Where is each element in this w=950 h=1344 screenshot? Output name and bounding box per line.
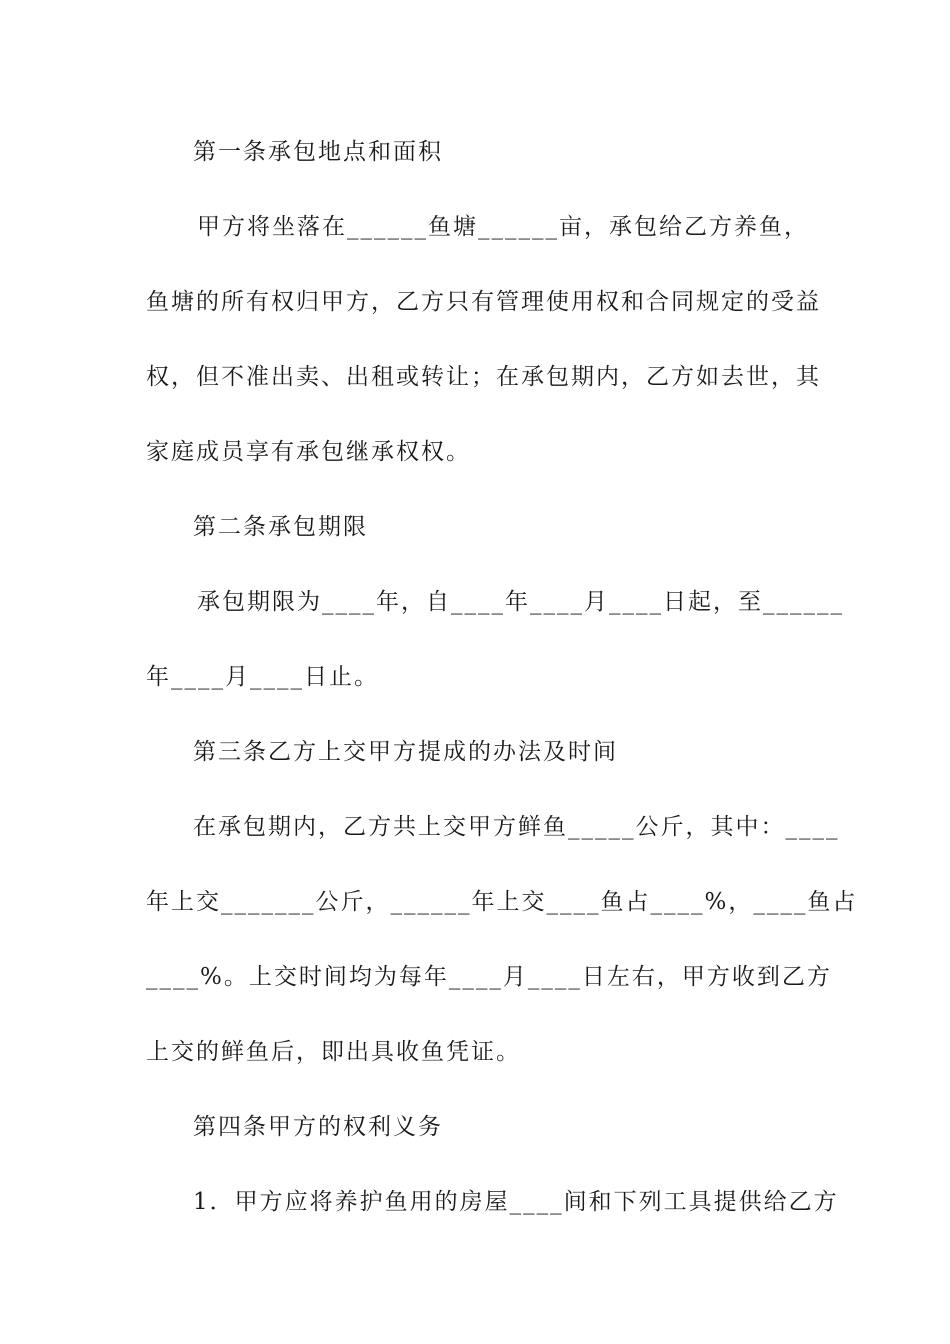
article-2-paragraph-line-2: 年____月____日止。	[146, 664, 379, 690]
article-2-heading: 第二条承包期限	[193, 514, 368, 540]
article-3-paragraph-line-2: 年上交_______公斤，______年上交____鱼占____%，____鱼占	[146, 889, 858, 915]
article-3-paragraph-line-3: ____%。上交时间均为每年____月____日左右，甲方收到乙方	[146, 964, 832, 990]
article-1-paragraph-line-2: 鱼塘的所有权归甲方，乙方只有管理使用权和合同规定的受益	[146, 289, 821, 315]
article-1-paragraph-line-4: 家庭成员享有承包继承权权。	[146, 439, 471, 465]
article-4-heading: 第四条甲方的权利义务	[193, 1114, 443, 1140]
article-4-item-1-line-1: 1．甲方应将养护鱼用的房屋____间和下列工具提供给乙方	[193, 1189, 839, 1215]
article-2-paragraph-line-1: 承包期限为____年，自____年____月____日起，至______	[197, 589, 844, 615]
article-1-heading: 第一条承包地点和面积	[193, 139, 443, 165]
article-1-paragraph-line-1: 甲方将坐落在______鱼塘______亩，承包给乙方养鱼，	[197, 214, 809, 240]
article-3-heading: 第三条乙方上交甲方提成的办法及时间	[193, 739, 618, 765]
article-3-paragraph-line-4: 上交的鲜鱼后，即出具收鱼凭证。	[146, 1039, 521, 1065]
article-3-paragraph-line-1: 在承包期内，乙方共上交甲方鲜鱼_____公斤，其中：____	[193, 814, 840, 840]
article-1-paragraph-line-3: 权，但不准出卖、出租或转让；在承包期内，乙方如去世，其	[146, 364, 821, 390]
